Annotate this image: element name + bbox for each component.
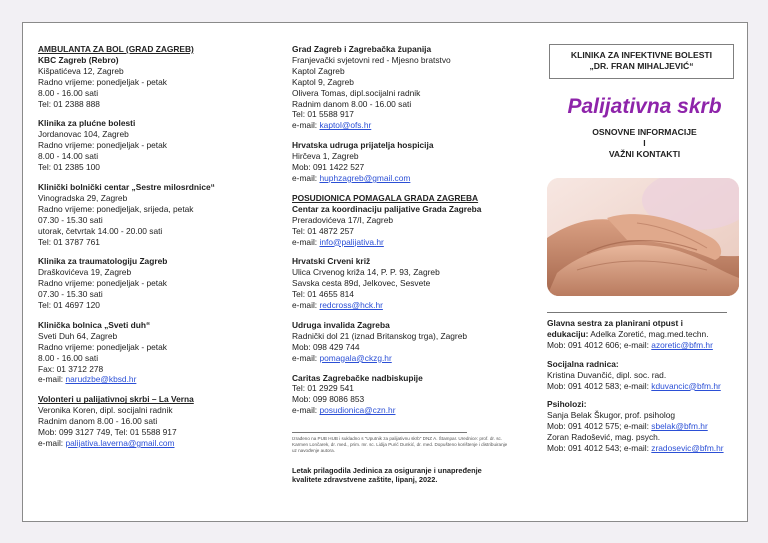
mid-col-block-line: Kaptol 9, Zagreb xyxy=(292,76,354,87)
mid-col-block-title: Udruga invalida Zagreba xyxy=(292,319,390,330)
fine-print-divider xyxy=(292,432,467,433)
mid-col-block-line: Hirčeva 1, Zagreb xyxy=(292,151,359,162)
left-col-block-line: 07.30 - 15.30 sati xyxy=(38,214,103,225)
left-col-block-line: Veronika Koren, dipl. socijalni radnik xyxy=(38,405,173,416)
head-nurse-name: Adelka Zoretić, mag.med.techn. xyxy=(588,328,709,339)
contacts-divider xyxy=(547,312,727,313)
mid-col-email-link[interactable]: posudionica@czn.hr xyxy=(319,405,396,416)
psychologists-contact xyxy=(547,399,742,454)
mid-col-block-line: Centar za koordinaciju palijative Grada Zagreba xyxy=(292,203,482,214)
left-col-block-line: 07.30 - 15.30 sati xyxy=(38,289,103,300)
mid-col-block-line: Preradovićeva 17/I, Zagreb xyxy=(292,214,394,225)
mid-col-block-line: Kaptol Zagreb xyxy=(292,65,345,76)
mid-col-block xyxy=(292,320,512,364)
mid-col-email-label: e-mail: xyxy=(292,352,320,363)
mid-col-block xyxy=(292,193,512,248)
mid-col-block xyxy=(292,140,512,184)
social-worker-name: Kristina Duvančić, dipl. soc. rad. xyxy=(547,369,667,380)
mid-col-email-link[interactable]: huphzagreb@gmail.com xyxy=(319,172,411,183)
left-col-block-line: Radno vrijeme: ponedjeljak - petak xyxy=(38,278,167,289)
mid-col-block xyxy=(292,44,512,131)
middle-column xyxy=(292,44,512,485)
mid-col-email-link[interactable]: redcross@hck.hr xyxy=(319,300,383,311)
mid-col-email-link[interactable]: pomagala@ckzg.hr xyxy=(319,352,392,363)
left-col-email-label: e-mail: xyxy=(38,438,66,448)
left-col-block-line: Draškovićeva 19, Zagreb xyxy=(38,267,132,278)
left-col-block xyxy=(38,320,268,385)
mid-col-block-line: Tel: 01 2929 541 xyxy=(292,383,354,394)
mid-col-block-line: Mob: 098 429 744 xyxy=(292,341,360,352)
left-column xyxy=(38,44,268,458)
social-worker-contact xyxy=(547,359,742,392)
social-worker-email-link[interactable]: kduvancic@bfm.hr xyxy=(651,380,721,391)
subtitle-line3: VAŽNI KONTAKTI xyxy=(608,149,681,159)
left-col-block-title: AMBULANTA ZA BOL (GRAD ZAGREB) xyxy=(38,44,194,54)
left-col-block xyxy=(38,182,268,247)
mid-col-block-title: Hrvatski Crveni križ xyxy=(292,256,371,267)
left-col-email-link[interactable]: palijativa.laverna@gmail.com xyxy=(65,438,175,448)
mid-col-block-line: Savska cesta 89d, Jelkovec, Sesvete xyxy=(292,278,431,289)
mid-col-email-label: e-mail: xyxy=(292,300,320,311)
mid-col-block-line: Mob: 099 8086 853 xyxy=(292,394,365,405)
footer-note: Letak prilagodila Jedinica za osiguranje i unapređenje kvalitete zdravstvene zaštite, lipanj, 2022. xyxy=(292,465,482,485)
fine-print: Izrađeno na PUB HUB i sukladno s "Uputnik za palijativnu skrb" DNZ A. Štampar. Urednice: prof. dr. sc. Karmen Lončarek, dr. med., prim. mr. sc. Lidija Purić Dunkić, dr. med. Dopušteno korištenje i distribuiranje uz navođenje autora. xyxy=(292,436,508,453)
clinic-name-line1: KLINIKA ZA INFEKTIVNE BOLESTI xyxy=(570,50,713,60)
left-col-block-line: Radno vrijeme: ponedjeljak, srijeda, petak xyxy=(38,203,194,214)
mid-col-email-label: e-mail: xyxy=(292,236,320,247)
subtitle-line2: I xyxy=(643,138,646,148)
psychologist-2-name: Zoran Radošević, mag. psych. xyxy=(547,432,661,443)
main-title: Palijativna skrb xyxy=(567,95,722,118)
psychologist-1-name: Sanja Belak Škugor, prof. psiholog xyxy=(547,410,676,421)
mid-col-block-title: Grad Zagreb i Zagrebačka županija xyxy=(292,44,432,54)
left-col-email-link[interactable]: narudzbe@kbsd.hr xyxy=(65,374,137,385)
right-column xyxy=(547,44,742,462)
mid-col-block-title: Hrvatska udruga prijatelja hospicija xyxy=(292,140,434,151)
mid-col-block xyxy=(292,373,512,417)
mid-col-block xyxy=(292,256,512,311)
left-col-block-line: Jordanovac 104, Zagreb xyxy=(38,129,129,140)
left-col-block-line: Radnim danom 8.00 - 16.00 sati xyxy=(38,416,158,427)
left-col-block-line: Vinogradska 29, Zagreb xyxy=(38,192,128,203)
left-col-block-line: 8.00 - 16.00 sati xyxy=(38,87,99,98)
mid-col-block-line: Franjevački svjetovni red - Mjesno bratstvo xyxy=(292,54,451,65)
hands-photo-illustration xyxy=(547,178,739,296)
clinic-name-box xyxy=(549,44,734,79)
head-nurse-phone: Mob: 091 4012 606; e-mail: xyxy=(547,339,652,350)
psychologist-2-phone: Mob: 091 4012 543; e-mail: xyxy=(547,443,652,454)
mid-col-email-label: e-mail: xyxy=(292,405,320,416)
social-worker-phone: Mob: 091 4012 583; e-mail: xyxy=(547,380,652,391)
left-col-block-line: utorak, četvrtak 14.00 - 20.00 sati xyxy=(38,225,163,236)
left-col-block-line: Fax: 01 3712 278 xyxy=(38,363,104,374)
left-col-block-line: Tel: 01 4697 120 xyxy=(38,300,100,311)
left-col-block xyxy=(38,44,268,109)
left-col-block-line: Radno vrijeme: ponedjeljak - petak xyxy=(38,140,167,151)
left-col-block-line: Sveti Duh 64, Zagreb xyxy=(38,330,118,341)
mid-col-block-line: Radnički dol 21 (iznad Britanskog trga), Zagreb xyxy=(292,330,468,341)
psychologists-title: Psiholozi: xyxy=(547,399,587,410)
mid-col-block-title: POSUDIONICA POMAGALA GRADA ZAGREBA xyxy=(292,192,479,203)
mid-col-block-line: Ulica Crvenog križa 14, P. P. 93, Zagreb xyxy=(292,267,440,278)
left-col-block-title: Klinička bolnica „Sveti duh“ xyxy=(38,319,151,330)
clinic-name-line2: „DR. FRAN MIHALJEVIĆ“ xyxy=(589,61,694,71)
left-col-block xyxy=(38,118,268,173)
social-worker-title: Socijalna radnica: xyxy=(547,358,619,369)
head-nurse-title-cont: edukaciju: xyxy=(547,328,589,339)
left-col-block-title: Klinika za traumatologiju Zagreb xyxy=(38,256,168,267)
mid-col-email-label: e-mail: xyxy=(292,172,320,183)
left-col-block-line: Tel: 01 2388 888 xyxy=(38,98,100,109)
left-col-block-line: Tel: 01 3787 761 xyxy=(38,236,100,247)
left-col-block-line: 8.00 - 16.00 sati xyxy=(38,352,99,363)
mid-col-block-line: Tel: 01 4872 257 xyxy=(292,225,354,236)
brochure-sheet xyxy=(22,22,748,522)
mid-col-block-line: Tel: 01 5588 917 xyxy=(292,109,354,120)
left-col-block-title: Klinika za plućne bolesti xyxy=(38,118,136,129)
left-col-block-line: Radno vrijeme: ponedjeljak - petak xyxy=(38,341,167,352)
left-col-block xyxy=(38,256,268,311)
left-col-block-line: Radno vrijeme: ponedjeljak - petak xyxy=(38,76,167,87)
mid-col-block-title: Caritas Zagrebačke nadbiskupije xyxy=(292,372,423,383)
mid-col-email-label: e-mail: xyxy=(292,120,320,131)
mid-col-block-line: Radnim danom 8.00 - 16.00 sati xyxy=(292,98,412,109)
left-col-block-title: Klinički bolnički centar „Sestre milosrdnice“ xyxy=(38,181,215,192)
psychologist-1-phone: Mob: 091 4012 575; e-mail: xyxy=(547,421,652,432)
head-nurse-title: Glavna sestra za planirani otpust i xyxy=(547,318,683,328)
left-col-block-title: Volonteri u palijativnoj skrbi – La Verna xyxy=(38,394,194,405)
head-nurse-email-link[interactable]: azoretic@bfm.hr xyxy=(651,339,713,350)
left-col-block xyxy=(38,394,268,449)
left-col-block-line: Mob: 099 3127 749, Tel: 01 5588 917 xyxy=(38,427,177,438)
mid-col-email-link[interactable]: info@palijativa.hr xyxy=(319,236,384,247)
left-col-block-line: Tel: 01 2385 100 xyxy=(38,162,100,173)
hands-photo xyxy=(547,178,739,296)
mid-col-block-line: Olivera Tomas, dipl.socijalni radnik xyxy=(292,87,421,98)
mid-col-block-line: Tel: 01 4655 814 xyxy=(292,289,354,300)
left-col-email-label: e-mail: xyxy=(38,374,66,385)
left-col-block-line: KBC Zagreb (Rebro) xyxy=(38,54,119,65)
subtitle xyxy=(547,127,742,160)
head-nurse-contact xyxy=(547,318,742,351)
psychologist-2-email-link[interactable]: zradosevic@bfm.hr xyxy=(651,443,724,454)
mid-col-block-line: Mob: 091 1422 527 xyxy=(292,162,365,173)
mid-col-email-link[interactable]: kaptol@ofs.hr xyxy=(319,120,372,131)
psychologist-1-email-link[interactable]: sbelak@bfm.hr xyxy=(651,421,708,432)
left-col-block-line: 8.00 - 14.00 sati xyxy=(38,151,99,162)
left-col-block-line: Kišpatićeva 12, Zagreb xyxy=(38,65,124,76)
subtitle-line1: OSNOVNE INFORMACIJE xyxy=(592,127,697,137)
